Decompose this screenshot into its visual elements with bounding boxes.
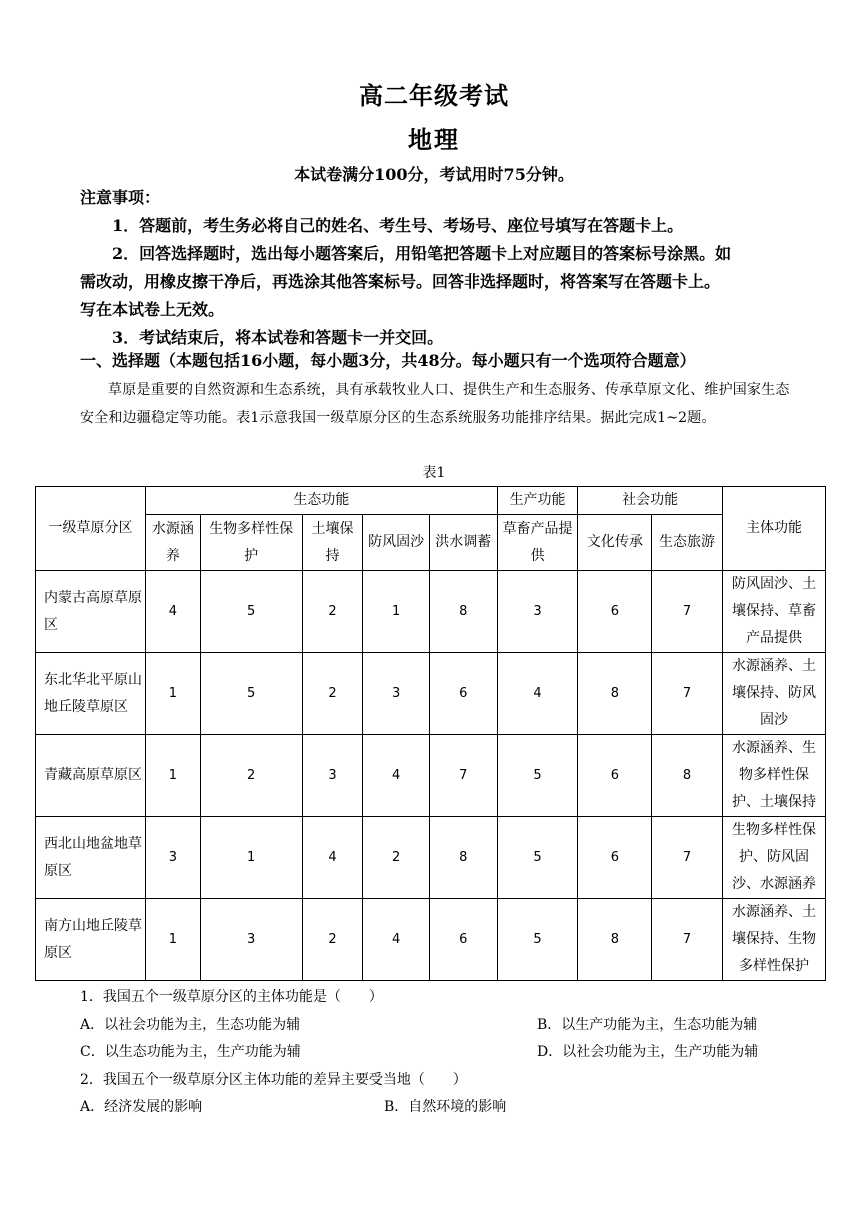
rank-cell: 8 (578, 899, 652, 981)
note-item-1: 1．答题前，考生务必将自己的姓名、考生号、考场号、座位号填写在答题卡上。 (112, 216, 684, 235)
rank-cell: 4 (363, 735, 430, 817)
note-item-2-line-2: 需改动，用橡皮擦干净后，再选涂其他答案标号。回答非选择题时，将答案写在答题卡上。 (80, 272, 721, 291)
rank-cell: 2 (302, 899, 363, 981)
rank-cell: 4 (497, 653, 578, 735)
rank-cell: 6 (429, 653, 497, 735)
exam-info: 本试卷满分100分，考试用时75分钟。 (294, 165, 574, 184)
main-function-header: 主体功能 (722, 487, 825, 571)
region-name: 内蒙古高原草原区 (36, 571, 146, 653)
rank-cell: 5 (200, 653, 302, 735)
main-function-cell: 生物多样性保护、防风固沙、水源涵养 (722, 817, 825, 899)
note-item-2-line-3: 写在本试卷上无效。 (80, 300, 225, 319)
section-1-heading: 一、选择题（本题包括16小题，每小题3分，共48分。每小题只有一个选项符合题意） (80, 351, 696, 370)
rank-cell: 6 (429, 899, 497, 981)
question-1-option-a[interactable]: A．以社会功能为主，生态功能为辅 (80, 1017, 301, 1033)
section-1-intro: 草原是重要的自然资源和生态系统，具有承载牧业人口、提供生产和生态服务、传承草原文化、维护国家生态安全和边疆稳定等功能。表1示意我国一级草原分区的生态系统服务功能排序结果。据此完成1~2题。 (80, 382, 790, 426)
note-item-2-line-1: 2．回答选择题时，选出每小题答案后，用铅笔把答题卡上对应题目的答案标号涂黑。如 (112, 244, 732, 263)
column-header: 生物多样性保护 (200, 515, 302, 571)
rank-cell: 2 (363, 817, 430, 899)
rank-cell: 1 (363, 571, 430, 653)
main-function-cell: 水源涵养、土壤保持、防风固沙 (722, 653, 825, 735)
row-header-cell: 一级草原分区 (36, 487, 146, 571)
rank-cell: 3 (200, 899, 302, 981)
rank-cell: 1 (146, 653, 201, 735)
notes-heading: 注意事项： (80, 188, 161, 207)
rank-cell: 6 (578, 817, 652, 899)
rank-cell: 8 (578, 653, 652, 735)
rank-cell: 1 (200, 817, 302, 899)
question-1-option-b[interactable]: B．以生产功能为主，生态功能为辅 (537, 1017, 758, 1033)
rank-cell: 5 (497, 735, 578, 817)
note-item-3: 3．考试结束后，将本试卷和答题卡一并交回。 (112, 328, 444, 347)
column-header: 草畜产品提供 (497, 515, 578, 571)
rank-cell: 8 (429, 571, 497, 653)
rank-cell: 1 (146, 899, 201, 981)
region-name: 南方山地丘陵草原区 (36, 899, 146, 981)
region-name: 青藏高原草原区 (36, 735, 146, 817)
rank-cell: 7 (429, 735, 497, 817)
rank-cell: 6 (578, 571, 652, 653)
table-caption: 表1 (422, 465, 446, 481)
rank-cell: 7 (652, 653, 723, 735)
rank-cell: 2 (200, 735, 302, 817)
grassland-function-table (35, 486, 826, 981)
column-header: 洪水调蓄 (429, 515, 497, 571)
rank-cell: 5 (497, 899, 578, 981)
group-social: 社会功能 (578, 487, 722, 515)
table-row (36, 571, 826, 653)
rank-cell: 6 (578, 735, 652, 817)
exam-title: 高二年级考试 (359, 81, 509, 110)
group-ecological: 生态功能 (146, 487, 498, 515)
rank-cell: 3 (302, 735, 363, 817)
rank-cell: 7 (652, 817, 723, 899)
rank-cell: 1 (146, 735, 201, 817)
question-2-option-b[interactable]: B．自然环境的影响 (384, 1099, 507, 1115)
table-row (36, 653, 826, 735)
rank-cell: 2 (302, 571, 363, 653)
rank-cell: 3 (497, 571, 578, 653)
rank-cell: 3 (146, 817, 201, 899)
question-2-option-a[interactable]: A．经济发展的影响 (80, 1099, 203, 1115)
table-row (36, 817, 826, 899)
question-1-option-d[interactable]: D．以社会功能为主，生产功能为辅 (537, 1044, 759, 1060)
main-function-cell: 水源涵养、土壤保持、生物多样性保护 (722, 899, 825, 981)
rank-cell: 2 (302, 653, 363, 735)
rank-cell: 7 (652, 571, 723, 653)
rank-cell: 8 (429, 817, 497, 899)
subject-title: 地理 (408, 125, 460, 154)
column-header: 生态旅游 (652, 515, 723, 571)
question-1-option-c[interactable]: C．以生态功能为主，生产功能为辅 (80, 1044, 301, 1060)
rank-cell: 7 (652, 899, 723, 981)
region-name: 东北华北平原山地丘陵草原区 (36, 653, 146, 735)
group-production: 生产功能 (497, 487, 578, 515)
rank-cell: 5 (497, 817, 578, 899)
rank-cell: 5 (200, 571, 302, 653)
rank-cell: 3 (363, 653, 430, 735)
column-header: 水源涵养 (146, 515, 201, 571)
table-row (36, 735, 826, 817)
rank-cell: 4 (363, 899, 430, 981)
rank-cell: 4 (302, 817, 363, 899)
rank-cell: 4 (146, 571, 201, 653)
main-function-cell: 水源涵养、生物多样性保护、土壤保持 (722, 735, 825, 817)
rank-cell: 8 (652, 735, 723, 817)
question-2-stem: 2．我国五个一级草原分区主体功能的差异主要受当地（ ） (80, 1072, 467, 1088)
question-1-stem: 1．我国五个一级草原分区的主体功能是（ ） (80, 989, 383, 1005)
region-name: 西北山地盆地草原区 (36, 817, 146, 899)
main-function-cell: 防风固沙、土壤保持、草畜产品提供 (722, 571, 825, 653)
table-row (36, 899, 826, 981)
column-header: 文化传承 (578, 515, 652, 571)
column-header: 土壤保持 (302, 515, 363, 571)
column-header: 防风固沙 (363, 515, 430, 571)
